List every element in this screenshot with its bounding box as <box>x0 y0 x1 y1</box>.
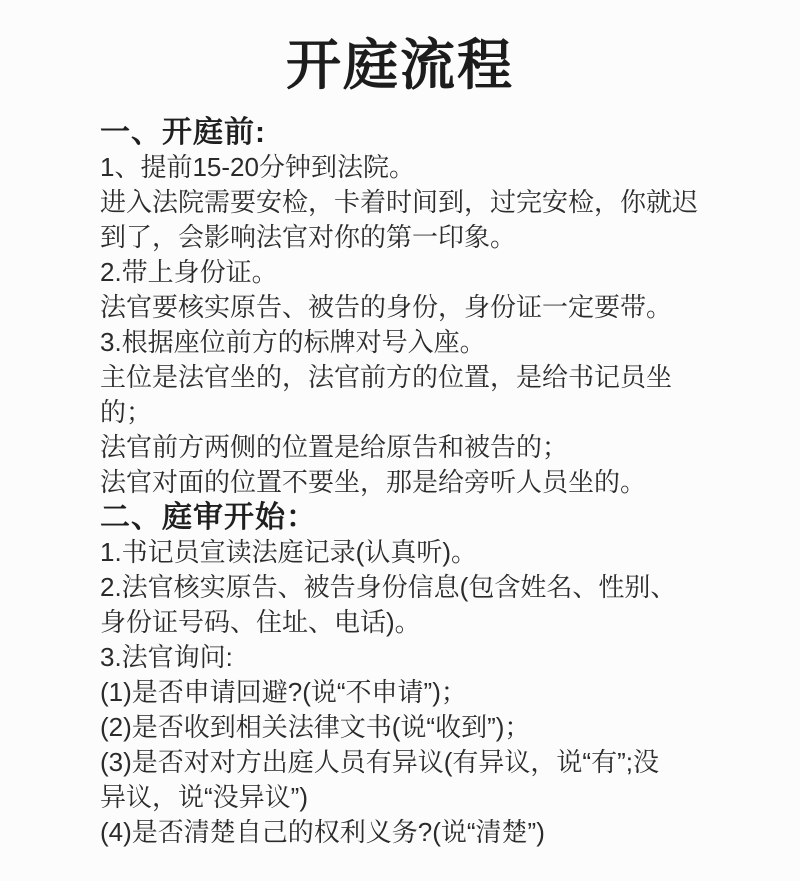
text-line-judge-seat-2: 的； <box>100 397 153 427</box>
text-line-question-objection-1: (3)是否对对方出庭人员有异议(有异议，说“有”;没 <box>100 747 659 777</box>
text-line-question-rights: (4)是否清楚自己的权利义务?(说“清楚”) <box>100 817 545 847</box>
document-body <box>0 115 800 850</box>
text-line-party-seats: 法官前方两侧的位置是给原告和被告的； <box>100 432 569 462</box>
page-title: 开庭流程 <box>285 34 514 96</box>
text-line-question-objection-2: 异议，说“没异议”) <box>100 782 308 812</box>
text-line-audience-seats: 法官对面的位置不要坐，那是给旁听人员坐的。 <box>100 467 647 497</box>
text-line-verify-info-1: 2.法官核实原告、被告身份信息(包含姓名、性别、 <box>100 572 677 602</box>
text-line-verify-info-2: 身份证号码、住址、电话)。 <box>100 607 421 637</box>
section-heading-trial-start: 二、庭审开始： <box>100 501 317 534</box>
text-line-verify-identity: 法官要核实原告、被告的身份，身份证一定要带。 <box>100 292 673 322</box>
text-line-question-recusal: (1)是否申请回避?(说“不申请”)； <box>100 677 467 707</box>
text-line-judge-seat-1: 主位是法官坐的，法官前方的位置，是给书记员坐 <box>100 362 673 392</box>
text-line-security-check-1: 进入法院需要安检，卡着时间到，过完安检，你就迟 <box>100 187 699 217</box>
section-heading-before-hearing: 一、开庭前: <box>100 116 266 149</box>
text-line-security-check-2: 到了，会影响法官对你的第一印象。 <box>100 222 517 252</box>
text-line-seat-sign: 3.根据座位前方的标牌对号入座。 <box>100 327 486 357</box>
text-line-bring-id: 2.带上身份证。 <box>100 257 278 287</box>
text-line-question-documents: (2)是否收到相关法律文书(说“收到”)； <box>100 712 531 742</box>
text-line-clerk-reads: 1.书记员宣读法庭记录(认真听)。 <box>100 537 478 567</box>
text-line-judge-asks: 3.法官询问: <box>100 642 233 672</box>
text-line-arrive-early: 1、提前15-20分钟到法院。 <box>100 152 415 182</box>
